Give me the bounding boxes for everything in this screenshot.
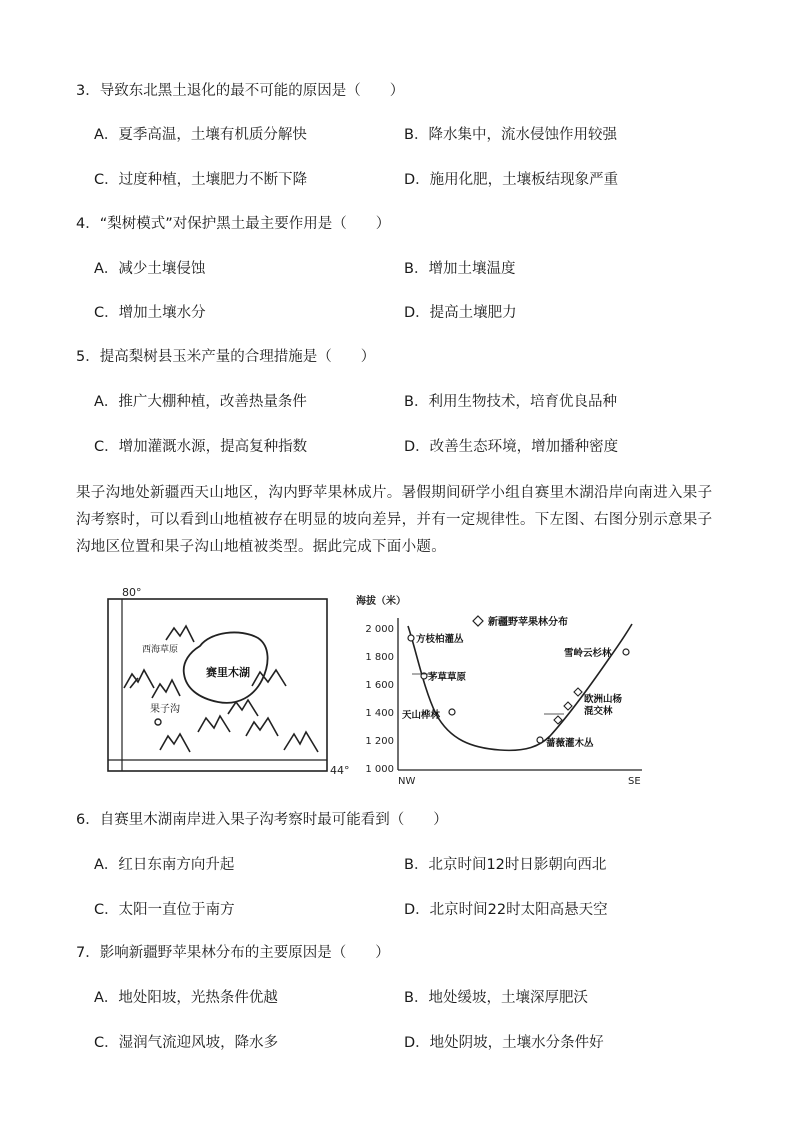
point-tianshan <box>449 709 455 715</box>
apple-forest-markers <box>554 688 582 724</box>
q7-option-a: A．地处阳坡，光热条件优越 <box>94 990 278 1006</box>
label-fangzhi: 方枝柏灌丛 <box>416 634 464 645</box>
q4-option-a: A．减少土壤侵蚀 <box>94 261 206 277</box>
valley-marker <box>155 719 161 725</box>
q5-option-a: A．推广大棚种植，改善热量条件 <box>94 394 307 410</box>
q5-option-d: D．改善生态环境，增加播种密度 <box>404 439 619 455</box>
apple-forest-legend-icon <box>473 616 483 626</box>
q3-option-c: C．过度种植，土壤肥力不断下降 <box>94 172 308 188</box>
question-3-stem: 3．导致东北黑土退化的最不可能的原因是（ ） <box>76 83 405 99</box>
q6-option-b: B．北京时间12时日影朝向西北 <box>404 857 607 873</box>
label-tianshan: 天山桦林 <box>402 710 441 721</box>
q6-option-a: A．红日东南方向升起 <box>94 857 235 873</box>
lake-label: 赛里木湖 <box>206 666 250 679</box>
q4-option-d: D．提高土壤肥力 <box>404 305 517 321</box>
y-tick-2000: 2 000 <box>365 624 394 635</box>
question-4-stem: 4．“梨树模式”对保护黑土最主要作用是（ ） <box>76 216 391 232</box>
q3-option-b: B．降水集中，流水侵蚀作用较强 <box>404 127 617 143</box>
location-map <box>100 584 356 784</box>
valley-label: 果子沟 <box>150 704 180 715</box>
q7-option-d: D．地处阴坡，土壤水分条件好 <box>404 1035 604 1051</box>
label-ouzhou-1: 欧洲山杨 <box>584 694 623 705</box>
label-qiangwei: 蔷薇灌木丛 <box>546 738 594 749</box>
label-xueling: 雪岭云杉林 <box>564 648 612 659</box>
q5-option-c: C．增加灌溉水源，提高复种指数 <box>94 439 308 455</box>
q6-option-d: D．北京时间22时太阳高悬天空 <box>404 902 608 918</box>
question-5-stem: 5．提高梨树县玉米产量的合理措施是（ ） <box>76 349 376 365</box>
grassland-label: 西海草原 <box>142 645 179 655</box>
q3-option-d: D．施用化肥，土壤板结现象严重 <box>404 172 619 188</box>
longitude-label: 80° <box>122 586 142 599</box>
y-tick-1000: 1 000 <box>365 764 394 775</box>
point-xueling <box>623 649 629 655</box>
question-7-stem: 7．影响新疆野苹果林分布的主要原因是（ ） <box>76 945 390 961</box>
q4-option-c: C．增加土壤水分 <box>94 305 206 321</box>
q7-option-c: C．湿润气流迎风坡，降水多 <box>94 1035 279 1051</box>
y-tick-1200: 1 200 <box>365 736 394 747</box>
passage-text: 果子沟地处新疆西天山地区，沟内野苹果林成片。暑假期间研学小组自赛里木湖沿岸向南进入果子沟考察时，可以看到山地植被存在明显的坡向差异，并有一定规律性。下左图、右图分别示意果子沟地区位置和果子沟山地植被类型。据此完成下面小题。 <box>76 485 713 555</box>
label-maocao: 茅草草原 <box>428 672 467 683</box>
q5-option-b: B．利用生物技术，培育优良品种 <box>404 394 617 410</box>
x-right-label: SE <box>628 776 641 787</box>
q6-option-c: C．太阳一直位于南方 <box>94 902 235 918</box>
question-6-stem: 6．自赛里木湖南岸进入果子沟考察时最可能看到（ ） <box>76 812 448 828</box>
q4-option-b: B．增加土壤温度 <box>404 261 516 277</box>
q3-option-a: A．夏季高温，土壤有机质分解快 <box>94 127 307 143</box>
x-left-label: NW <box>398 776 416 787</box>
legend-label: 新疆野苹果林分布 <box>488 617 568 628</box>
y-tick-1400: 1 400 <box>365 708 394 719</box>
y-tick-1600: 1 600 <box>365 680 394 691</box>
q7-option-b: B．地处缓坡，土壤深厚肥沃 <box>404 990 588 1006</box>
y-axis-title: 海拔（米） <box>356 596 406 607</box>
point-fangzhi <box>408 635 414 641</box>
vegetation-profile <box>350 590 650 788</box>
y-tick-1800: 1 800 <box>365 652 394 663</box>
latitude-label: 44° <box>330 764 350 777</box>
label-ouzhou-2: 混交林 <box>584 706 613 717</box>
point-qiangwei <box>537 737 543 743</box>
